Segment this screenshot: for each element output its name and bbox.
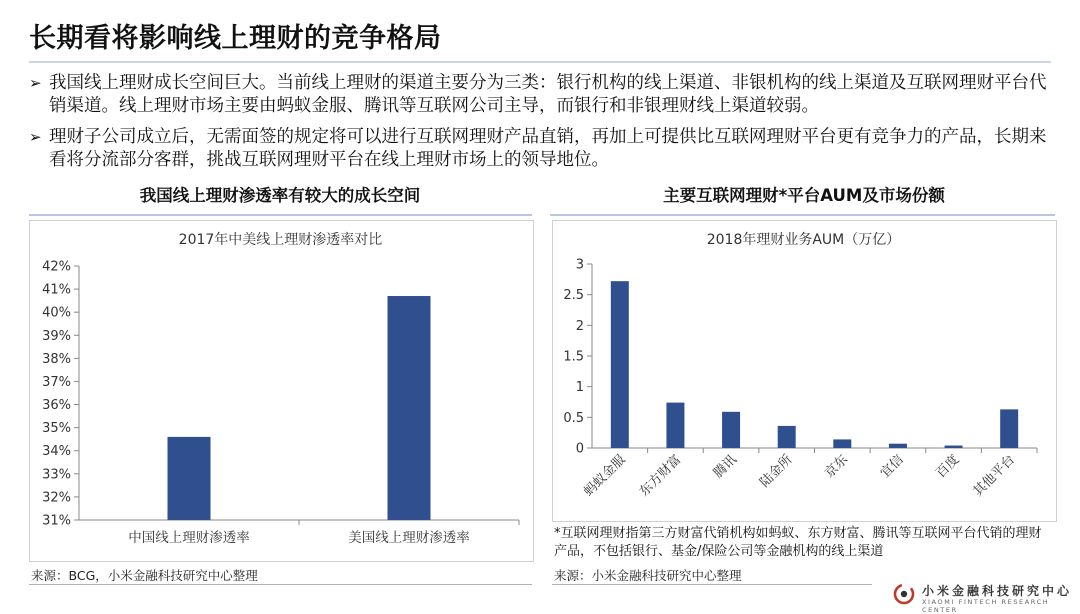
y-tick-label: 3 xyxy=(575,257,584,273)
x-tick-label: 东方财富 xyxy=(636,452,685,500)
y-tick-label: 42% xyxy=(42,259,71,275)
y-tick-label: 1.5 xyxy=(563,349,584,365)
x-tick-label: 京东 xyxy=(822,452,852,482)
bullet-arrow-icon: ➢ xyxy=(29,74,42,92)
right-section-divider xyxy=(550,214,1055,216)
left-footer-divider xyxy=(29,584,532,585)
y-tick-label: 0.5 xyxy=(563,410,584,426)
bar xyxy=(945,446,963,448)
x-tick-label: 百度 xyxy=(933,452,963,482)
title-divider xyxy=(29,61,1051,63)
y-tick-label: 1 xyxy=(575,380,584,396)
x-tick-label: 腾讯 xyxy=(710,452,740,482)
right-source-text: 来源：小米金融科技研究中心整理 xyxy=(554,568,742,583)
y-tick-label: 39% xyxy=(42,328,71,344)
bar xyxy=(388,296,431,520)
bar xyxy=(666,403,684,448)
bar xyxy=(778,426,796,448)
y-tick-label: 32% xyxy=(42,490,71,506)
bar xyxy=(1000,409,1018,448)
bullet-text-1: 我国线上理财成长空间巨大。当前线上理财的渠道主要分为三类：银行机构的线上渠道、非银机构的线上渠道及互联网理财平台代销渠道。线上理财市场主要由蚂蚁金服、腾讯等互联网公司主导，而银行和非银理财线上渠道较弱。 xyxy=(49,73,1047,116)
x-tick-label: 蚂蚁金服 xyxy=(581,452,629,500)
left-source-text: 来源：BCG，小米金融科技研究中心整理 xyxy=(31,568,258,583)
y-tick-label: 31% xyxy=(42,513,71,529)
y-tick-label: 38% xyxy=(42,351,71,367)
penetration-bar-chart xyxy=(29,250,532,550)
page-title: 长期看将影响线上理财的竞争格局 xyxy=(29,23,442,54)
bar xyxy=(168,437,211,520)
bar xyxy=(889,444,907,448)
xiaomi-fintech-logo-icon xyxy=(893,583,915,605)
bullet-item-2 xyxy=(29,126,1059,172)
bullet-text-2: 理财子公司成立后，无需面签的规定将可以进行互联网理财产品直销，再加上可提供比互联网理财平台更有竞争力的产品，长期来看将分流部分客群，挑战互联网理财平台在线上理财市场上的领导地位。 xyxy=(49,127,1047,170)
y-tick-label: 40% xyxy=(42,305,71,321)
y-tick-label: 41% xyxy=(42,282,71,298)
aum-bar-chart xyxy=(552,250,1055,520)
x-tick-label: 其他平台 xyxy=(970,452,1019,500)
bar xyxy=(833,439,851,448)
x-tick-label: 宜信 xyxy=(877,452,907,482)
right-section-title: 主要互联网理财*平台AUM及市场份额 xyxy=(663,186,945,205)
bar xyxy=(722,412,740,448)
right-chart-title: 2018年理财业务AUM（万亿） xyxy=(706,232,901,248)
x-tick-label: 美国线上理财渗透率 xyxy=(348,530,470,546)
right-footer-divider xyxy=(552,584,872,585)
brand-name-en: XIAOMI FINTECH RESEARCH CENTER xyxy=(922,598,1050,614)
y-tick-label: 34% xyxy=(42,444,71,460)
y-tick-label: 36% xyxy=(42,398,71,414)
bullet-item-1 xyxy=(29,72,1059,118)
left-section-title: 我国线上理财渗透率有较大的成长空间 xyxy=(139,186,421,205)
y-tick-label: 35% xyxy=(42,421,71,437)
footnote: *互联网理财指第三方财富代销机构如蚂蚁、东方财富、腾讯等互联网平台代销的理财产品，不包括银行、基金/保险公司等金融机构的线上渠道 xyxy=(554,526,1042,559)
left-section-divider xyxy=(29,214,532,216)
x-tick-label: 陆金所 xyxy=(757,452,796,491)
y-tick-label: 37% xyxy=(42,374,71,390)
x-tick-label: 中国线上理财渗透率 xyxy=(128,530,250,546)
y-tick-label: 33% xyxy=(42,467,71,483)
y-tick-label: 0 xyxy=(575,441,584,457)
bullet-arrow-icon: ➢ xyxy=(29,128,42,146)
left-chart-title: 2017年中美线上理财渗透率对比 xyxy=(178,232,383,248)
y-tick-label: 2.5 xyxy=(563,288,584,304)
bar xyxy=(611,281,629,448)
y-tick-label: 2 xyxy=(575,318,584,334)
brand-name-cn: 小米金融科技研究中心 xyxy=(922,584,1073,598)
